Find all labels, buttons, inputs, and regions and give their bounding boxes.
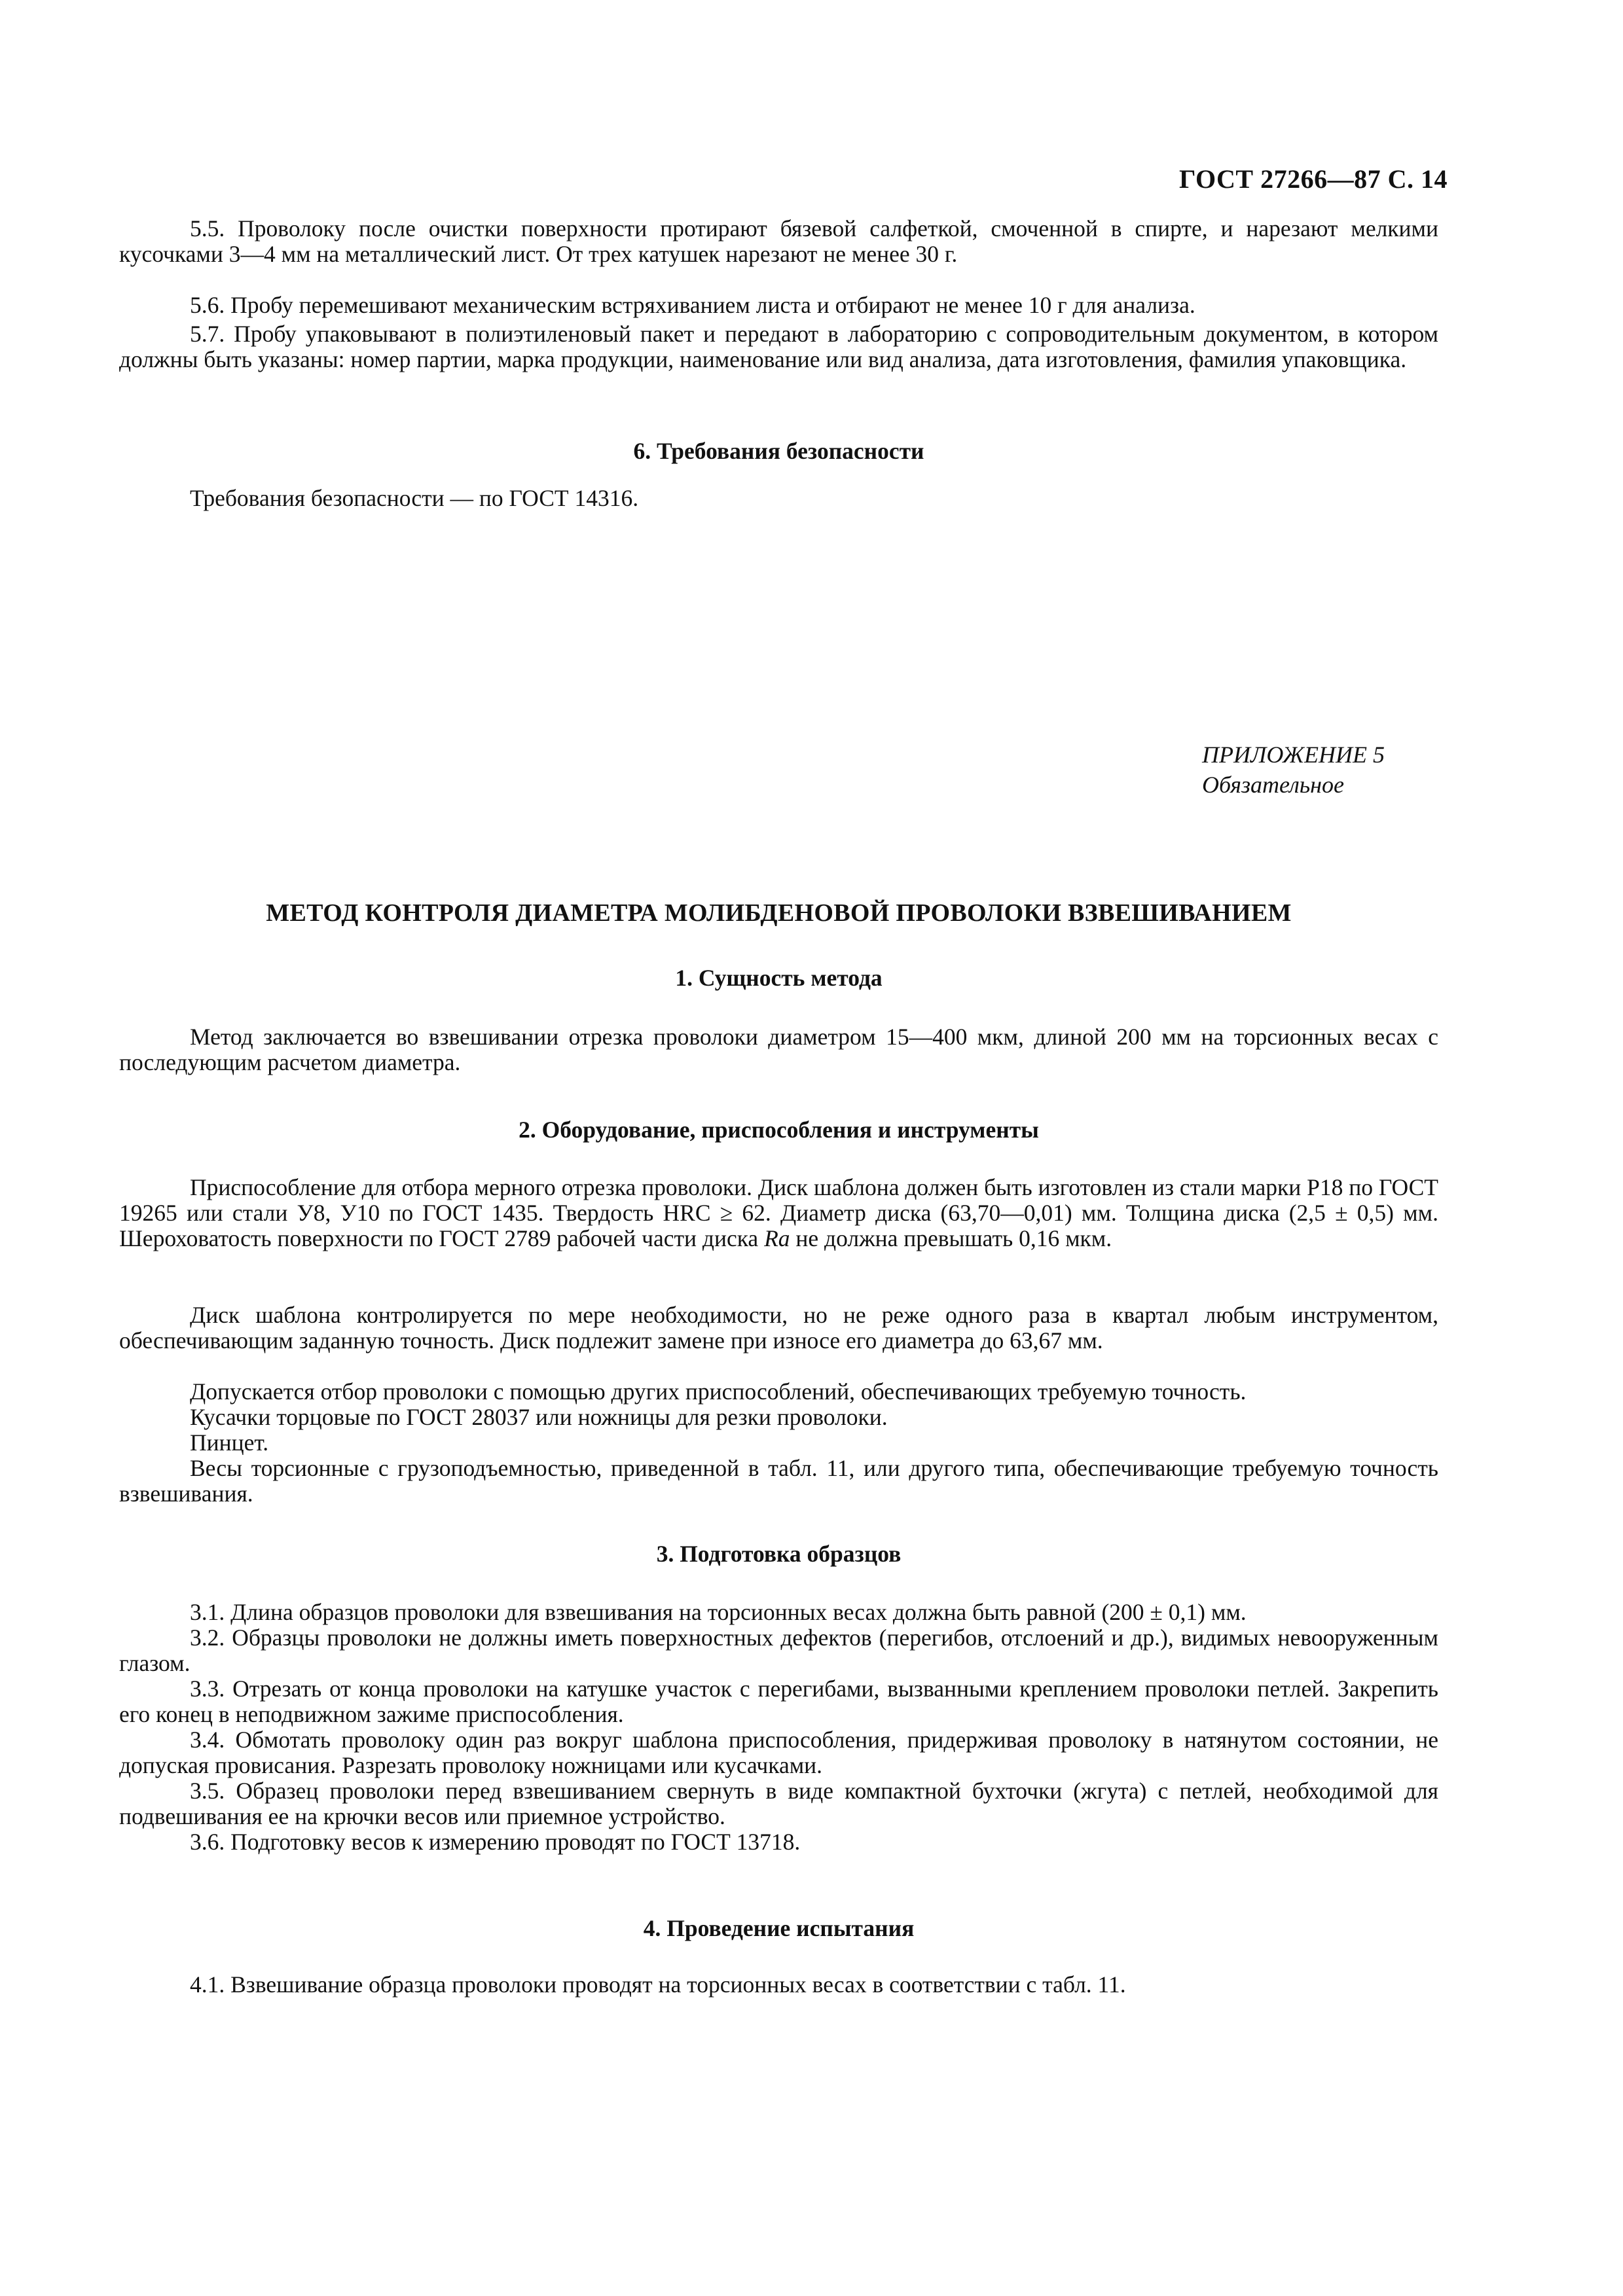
section-heading-6: 6. Требования безопасности (633, 438, 924, 464)
paragraph-3-5: 3.5. Образец проволоки перед взвешиванием свернуть в виде компактной бухточки (жгута) с петлей, необходимой для подвешивания ее на крючки весов или приемное устройство. (119, 1778, 1438, 1829)
paragraph-2-6: Весы торсионные с грузоподъемностью, приведенной в табл. 11, или другого типа, обеспечивающие требуемую точность взвешивания. (119, 1455, 1438, 1507)
paragraph-5-6: 5.6. Пробу перемешивают механическим встряхиванием листа и отбирают не менее 10 г для анализа. (190, 292, 1195, 318)
paragraph-3-1: 3.1. Длина образцов проволоки для взвешивания на торсионных весах должна быть равной (200 ± 0,1) мм. (190, 1599, 1247, 1625)
paragraph-3-3: 3.3. Отрезать от конца проволоки на катушке участок с перегибами, вызванными креплением проволоки петлей. Закрепить его конец в неподвижном зажиме приспособления. (119, 1676, 1438, 1727)
roughness-symbol: Ra (764, 1225, 790, 1251)
section-heading-3: 3. Подготовка образцов (656, 1541, 902, 1567)
section-heading-4: 4. Проведение испытания (643, 1915, 915, 1941)
appendix-title: ПРИЛОЖЕНИЕ 5 (1202, 742, 1385, 768)
paragraph-5-5: 5.5. Проволоку после очистки поверхности протирают бязевой салфеткой, смоченной в спирте, и нарезают мелкими кусочками 3—4 мм на металлический лист. От трех катушек нарезают не менее 30 г. (119, 215, 1438, 267)
paragraph-3-2: 3.2. Образцы проволоки не должны иметь поверхностных дефектов (перегибов, отслоений и др.), видимых невооруженным глазом. (119, 1624, 1438, 1676)
paragraph-3-4: 3.4. Обмотать проволоку один раз вокруг шаблона приспособления, придерживая проволоку в натянутом состоянии, не допуская провисания. Разрезать проволоку ножницами или кусачками. (119, 1727, 1438, 1778)
paragraph-3-6: 3.6. Подготовку весов к измерению проводят по ГОСТ 13718. (190, 1829, 801, 1855)
paragraph-6: Требования безопасности — по ГОСТ 14316. (190, 485, 639, 511)
document-title: МЕТОД КОНТРОЛЯ ДИАМЕТРА МОЛИБДЕНОВОЙ ПРОВОЛОКИ ВЗВЕШИВАНИЕМ (266, 899, 1292, 927)
paragraph-2-2: Диск шаблона контролируется по мере необходимости, но не реже одного раза в квартал любым инструментом, обеспечивающим заданную точность. Диск подлежит замене при износе его диаметра до 63,67 мм. (119, 1302, 1438, 1354)
paragraph-2-1 (119, 1175, 1438, 1251)
appendix-status: Обязательное (1202, 772, 1344, 798)
paragraph-2-4: Кусачки торцовые по ГОСТ 28037 или ножницы для резки проволоки. (190, 1404, 888, 1430)
section-heading-1: 1. Сущность метода (675, 965, 883, 991)
paragraph-2-1-end: не должна превышать 0,16 мкм. (790, 1225, 1112, 1251)
paragraph-2-5: Пинцет. (190, 1429, 269, 1456)
paragraph-2-1-start: Приспособление для отбора мерного отрезка проволоки. Диск шаблона должен быть изготовлен из стали марки Р18 по ГОСТ 19265 или стали У8, У10 по ГОСТ 1435. Твердость HRC ≥ 62. Диаметр диска (63,70—0,01) мм. Толщина диска (2,5 ± 0,5) мм. Шероховатость поверхности по ГОСТ 2789 рабочей части диска (119, 1174, 1438, 1251)
paragraph-4-1: 4.1. Взвешивание образца проволоки проводят на торсионных весах в соответствии с табл. 11. (190, 1971, 1126, 1998)
paragraph-2-3: Допускается отбор проволоки с помощью других приспособлений, обеспечивающих требуемую точность. (190, 1378, 1247, 1405)
page-header: ГОСТ 27266—87 С. 14 (1178, 164, 1448, 194)
section-heading-2: 2. Оборудование, приспособления и инструменты (519, 1117, 1039, 1143)
paragraph-1: Метод заключается во взвешивании отрезка проволоки диаметром 15—400 мкм, длиной 200 мм на торсионных весах с последующим расчетом диаметра. (119, 1024, 1438, 1075)
appendix-label (1202, 740, 1385, 800)
paragraph-5-7: 5.7. Пробу упаковывают в полиэтиленовый пакет и передают в лабораторию с сопроводительным документом, в котором должны быть указаны: номер партии, марка продукции, наименование или вид анализа, дата изготовления, фамилия упаковщика. (119, 321, 1438, 372)
